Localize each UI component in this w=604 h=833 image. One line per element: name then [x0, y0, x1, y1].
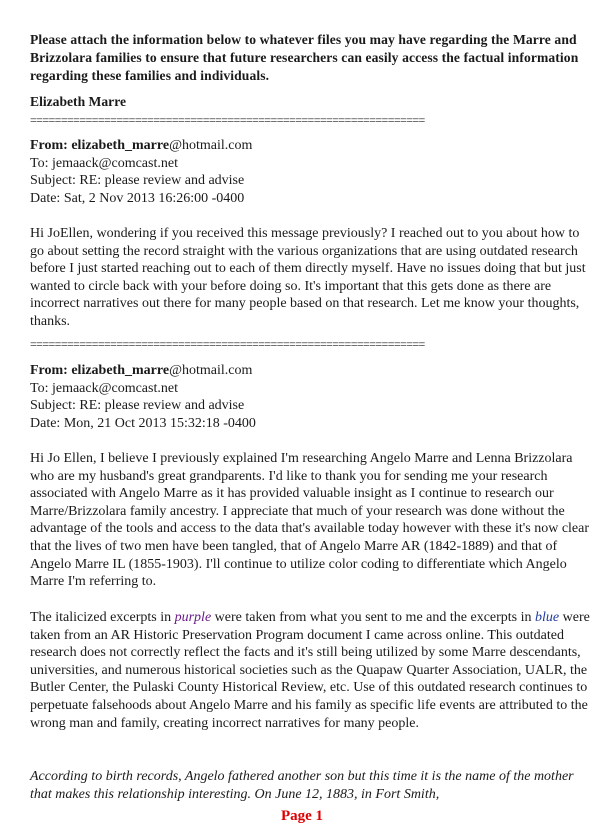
email-body [30, 450, 590, 591]
blue-word: blue [535, 610, 560, 625]
intro-paragraph: Please attach the information below to whatever files you may have regarding the Marre and Brizzolara families to ensure that future researchers can easily access the factual information regarding these families and individuals. [30, 32, 579, 83]
to-line: To: jemaack@comcast.net [30, 380, 178, 396]
from-name: elizabeth_marre [71, 363, 170, 378]
from-line [30, 137, 252, 155]
page-number: Page 1 [280, 808, 324, 824]
separator-line: ================================================================ [30, 114, 425, 126]
subject-line: Subject: RE: please review and advise [30, 398, 245, 413]
date-line: Date: Mon, 21 Oct 2013 15:32:18 -0400 [30, 415, 256, 431]
email-header [30, 362, 256, 432]
paragraph-text: were taken from an AR Historic Preservation Program document I came across online. This outdated research does not correctly reflect the facts and it's still being utilized by some Marre descendants, universities, and numerous historical societies such as the Quapaw Quarter Association, UALR, the Butler Center, the Pulaski County Historical Review, etc. Use of this outdated research continues to perpetuate falsehoods about Angelo Marre and his family as specific life events are attributed to the wrong man and family, creating incorrect narratives for many people. [30, 610, 590, 731]
from-line [30, 362, 256, 380]
email-body [30, 609, 590, 732]
from-label: From: [30, 138, 68, 153]
to-line: To: jemaack@comcast.net [30, 155, 178, 171]
excerpt-paragraph [30, 768, 590, 803]
excerpt-text: According to birth records, Angelo fathered another son but this time it is the name of the mother that makes this relationship interesting. On June 12, 1883, in Fort Smith, [30, 769, 574, 802]
email-header [30, 137, 252, 207]
date-line: Date: Sat, 2 Nov 2013 16:26:00 -0400 [30, 190, 245, 206]
email-paragraph: Hi Jo Ellen, I believe I previously explained I'm researching Angelo Marre and Lenna Brizzolara who are my husband's great grandparents. I'd like to thank you for sending me your research associated with Angelo Marre as it has provided valuable insight as I continue to research our Marre/Brizzolara family ancestry. I appreciate that much of your research was done without the advantage of the tools and access to the data that's available today however with these it's now clear that the lives of two men have been tangled, that of Angelo Marre AR (1842-1889) and that of Angelo Marre IL (1855-1903). I'll continue to utilize color coding to differentiate which Angelo Marre I'm referring to. [30, 451, 590, 590]
from-domain: @hotmail.com [169, 363, 253, 378]
email-paragraph: Hi JoEllen, wondering if you received this message previously? I reached out to you about how to go about setting the record straight with the various organizations that are using outdated research before I just started reaching out to each of them directly myself. Have no issues doing that but just wanted to circle back with your before doing so. It's important that this gets done as there are incorrect narratives out there for many people based on that research. Let me know your thoughts, thanks. [30, 226, 586, 329]
paragraph-text: The italicized excerpts in [30, 610, 175, 625]
from-label: From: [30, 363, 68, 378]
subject-line: Subject: RE: please review and advise [30, 173, 245, 188]
signature: Elizabeth Marre [30, 94, 127, 109]
from-domain: @hotmail.com [169, 138, 253, 153]
separator-line: ================================================================ [30, 338, 425, 350]
purple-word: purple [174, 610, 212, 625]
paragraph-text: were taken from what you sent to me and the excerpts in [211, 610, 536, 625]
email-body [30, 225, 590, 331]
from-name: elizabeth_marre [71, 138, 170, 153]
email-paragraph [30, 609, 590, 732]
